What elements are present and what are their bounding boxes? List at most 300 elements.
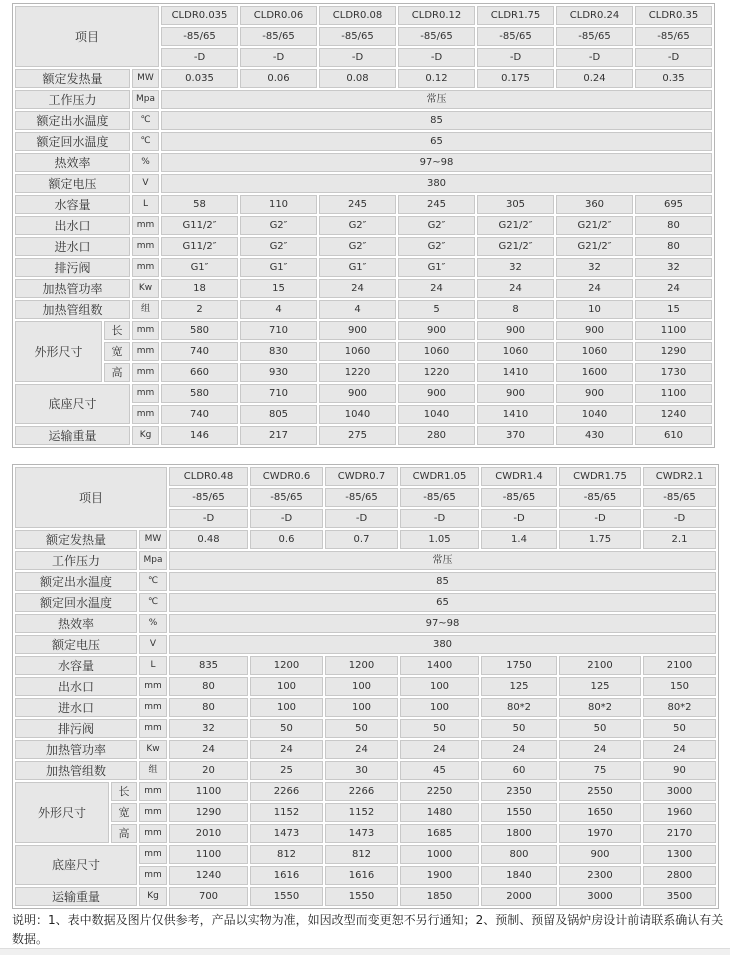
row-unit: mm	[139, 824, 167, 843]
row-value: 900	[556, 384, 633, 403]
row-value: 60	[481, 761, 557, 780]
row-value: 2000	[481, 887, 557, 906]
row-label: 额定电压	[15, 174, 130, 193]
dimension-label: 高	[111, 824, 137, 843]
row-common-value: 常压	[161, 90, 712, 109]
row-value: 32	[169, 719, 248, 738]
row-value: 1152	[325, 803, 398, 822]
row-value: 1220	[319, 363, 396, 382]
row-value: 1.75	[559, 530, 641, 549]
row-value: 32	[635, 258, 712, 277]
row-value: 80	[169, 677, 248, 696]
row-unit: MW	[139, 530, 167, 549]
model-suffix: -D	[398, 48, 475, 67]
row-label: 水容量	[15, 195, 130, 214]
outer-size-row	[15, 782, 716, 801]
row-unit: ℃	[132, 132, 159, 151]
row-value: 0.12	[398, 69, 475, 88]
row-value: 1410	[477, 363, 554, 382]
model-suffix: -D	[250, 509, 323, 528]
row-value: 245	[319, 195, 396, 214]
model-suffix: -D	[161, 48, 238, 67]
row-value: 2100	[643, 656, 716, 675]
row-value: 32	[556, 258, 633, 277]
row-value: 1400	[400, 656, 479, 675]
spec-row	[15, 216, 712, 235]
row-value: 1060	[477, 342, 554, 361]
row-value: 24	[169, 740, 248, 759]
outer-size-label: 外形尺寸	[15, 782, 109, 843]
row-value: 24	[400, 740, 479, 759]
row-label: 进水口	[15, 237, 130, 256]
model-name: CLDR0.08	[319, 6, 396, 25]
row-value: 24	[635, 279, 712, 298]
spec-row	[15, 530, 716, 549]
temp-range: -85/65	[643, 488, 716, 507]
temp-range: -85/65	[325, 488, 398, 507]
row-value: 110	[240, 195, 317, 214]
row-value: G21/2″	[556, 216, 633, 235]
row-common-value: 65	[161, 132, 712, 151]
row-unit: mm	[139, 782, 167, 801]
model-suffix: -D	[559, 509, 641, 528]
dimension-label: 宽	[111, 803, 137, 822]
row-value: 45	[400, 761, 479, 780]
row-label: 额定出水温度	[15, 111, 130, 130]
row-unit: Kg	[132, 426, 159, 445]
row-value: 1040	[319, 405, 396, 424]
row-label: 出水口	[15, 677, 137, 696]
temp-range: -85/65	[319, 27, 396, 46]
outer-size-label: 外形尺寸	[15, 321, 102, 382]
row-value: G11/2″	[161, 237, 238, 256]
row-unit: mm	[139, 719, 167, 738]
model-name: CLDR0.12	[398, 6, 475, 25]
row-value: 800	[481, 845, 557, 864]
model-suffix: -D	[635, 48, 712, 67]
row-value: 900	[477, 321, 554, 340]
row-unit: Mpa	[132, 90, 159, 109]
weight-row	[15, 887, 716, 906]
spec-row	[15, 614, 716, 633]
row-unit: mm	[139, 698, 167, 717]
row-value: 80	[635, 216, 712, 235]
row-value: 125	[559, 677, 641, 696]
row-value: 1473	[325, 824, 398, 843]
row-value: 1220	[398, 363, 475, 382]
row-value: 740	[161, 405, 238, 424]
row-value: 1616	[250, 866, 323, 885]
row-value: 1060	[556, 342, 633, 361]
row-value: 100	[325, 698, 398, 717]
row-value: 24	[398, 279, 475, 298]
row-value: 0.08	[319, 69, 396, 88]
model-suffix: -D	[556, 48, 633, 67]
row-value: 280	[398, 426, 475, 445]
row-value: 15	[240, 279, 317, 298]
row-value: 740	[161, 342, 238, 361]
row-value: 1152	[250, 803, 323, 822]
row-value: 24	[325, 740, 398, 759]
model-name: CWDR0.6	[250, 467, 323, 486]
row-unit: %	[139, 614, 167, 633]
row-value: 8	[477, 300, 554, 319]
row-value: 146	[161, 426, 238, 445]
row-value: 80	[169, 698, 248, 717]
row-label: 排污阀	[15, 258, 130, 277]
row-common-value: 85	[169, 572, 716, 591]
row-value: 80*2	[643, 698, 716, 717]
row-common-value: 97~98	[169, 614, 716, 633]
row-common-value: 380	[161, 174, 712, 193]
row-value: 245	[398, 195, 475, 214]
model-suffix: -D	[169, 509, 248, 528]
model-suffix: -D	[240, 48, 317, 67]
row-value: 100	[400, 677, 479, 696]
row-value: 90	[643, 761, 716, 780]
row-value: 24	[477, 279, 554, 298]
row-value: G11/2″	[161, 216, 238, 235]
row-value: 1300	[643, 845, 716, 864]
row-value: 4	[319, 300, 396, 319]
temp-range: -85/65	[250, 488, 323, 507]
row-label: 出水口	[15, 216, 130, 235]
row-label: 工作压力	[15, 90, 130, 109]
row-value: 2550	[559, 782, 641, 801]
row-common-value: 65	[169, 593, 716, 612]
row-value: 2	[161, 300, 238, 319]
header-row-models	[15, 6, 712, 25]
row-value: 100	[325, 677, 398, 696]
header-label: 项目	[15, 6, 159, 67]
row-value: 217	[240, 426, 317, 445]
spec-row	[15, 111, 712, 130]
spec-row	[15, 90, 712, 109]
row-unit: mm	[132, 384, 159, 403]
row-unit: mm	[132, 405, 159, 424]
spec-row	[15, 69, 712, 88]
row-value: 125	[481, 677, 557, 696]
row-unit: ℃	[132, 111, 159, 130]
spec-table-1	[12, 3, 715, 448]
row-value: 1550	[250, 887, 323, 906]
spec-row	[15, 698, 716, 717]
row-value: 24	[556, 279, 633, 298]
temp-range: -85/65	[556, 27, 633, 46]
row-value: 50	[559, 719, 641, 738]
temp-range: -85/65	[169, 488, 248, 507]
temp-range: -85/65	[161, 27, 238, 46]
row-value: 100	[400, 698, 479, 717]
row-value: 835	[169, 656, 248, 675]
row-value: 10	[556, 300, 633, 319]
row-label: 工作压力	[15, 551, 137, 570]
row-value: 0.6	[250, 530, 323, 549]
row-unit: L	[132, 195, 159, 214]
row-value: 900	[319, 384, 396, 403]
row-value: 710	[240, 321, 317, 340]
weight-label: 运输重量	[15, 887, 137, 906]
row-label: 额定发热量	[15, 69, 130, 88]
row-value: 1600	[556, 363, 633, 382]
row-value: 2170	[643, 824, 716, 843]
row-value: 1290	[635, 342, 712, 361]
row-value: 1040	[398, 405, 475, 424]
row-unit: V	[132, 174, 159, 193]
row-unit: mm	[132, 363, 159, 382]
row-label: 加热管功率	[15, 740, 137, 759]
row-label: 额定发热量	[15, 530, 137, 549]
row-value: 1040	[556, 405, 633, 424]
row-value: 2350	[481, 782, 557, 801]
header-row-models	[15, 467, 716, 486]
row-value: 2266	[250, 782, 323, 801]
row-value: 900	[556, 321, 633, 340]
spec-row	[15, 635, 716, 654]
outer-size-row	[15, 363, 712, 382]
row-common-value: 常压	[169, 551, 716, 570]
row-value: 1290	[169, 803, 248, 822]
base-size-label: 底座尺寸	[15, 845, 137, 885]
footnote: 说明：1、表中数据及图片仅供参考，产品以实物为准，如因改型而变更恕不另行通知；2、预制、预留及锅炉房设计前请联系确认有关数据。	[12, 913, 724, 946]
row-value: 1550	[325, 887, 398, 906]
weight-row	[15, 426, 712, 445]
model-name: CLDR0.035	[161, 6, 238, 25]
temp-range: -85/65	[240, 27, 317, 46]
row-unit: V	[139, 635, 167, 654]
row-value: G2″	[240, 216, 317, 235]
row-unit: mm	[132, 216, 159, 235]
row-value: G2″	[319, 216, 396, 235]
row-unit: ℃	[139, 593, 167, 612]
dimension-label: 长	[111, 782, 137, 801]
row-value: 2266	[325, 782, 398, 801]
temp-range: -85/65	[481, 488, 557, 507]
row-value: 1060	[319, 342, 396, 361]
temp-range: -85/65	[398, 27, 475, 46]
row-value: 1240	[169, 866, 248, 885]
temp-range: -85/65	[477, 27, 554, 46]
row-value: 900	[398, 321, 475, 340]
row-label: 额定电压	[15, 635, 137, 654]
model-name: CWDR1.75	[559, 467, 641, 486]
row-value: 0.035	[161, 69, 238, 88]
row-value: 430	[556, 426, 633, 445]
row-value: 2100	[559, 656, 641, 675]
model-suffix: -D	[400, 509, 479, 528]
row-value: 305	[477, 195, 554, 214]
row-unit: mm	[132, 321, 159, 340]
row-value: 1410	[477, 405, 554, 424]
row-value: 5	[398, 300, 475, 319]
row-value: 660	[161, 363, 238, 382]
model-name: CLDR0.48	[169, 467, 248, 486]
row-unit: Kw	[132, 279, 159, 298]
spec-row	[15, 300, 712, 319]
row-value: 1.05	[400, 530, 479, 549]
row-label: 热效率	[15, 614, 137, 633]
row-unit: Kw	[139, 740, 167, 759]
model-suffix: -D	[481, 509, 557, 528]
row-value: 1800	[481, 824, 557, 843]
row-unit: 组	[139, 761, 167, 780]
row-unit: %	[132, 153, 159, 172]
row-unit: ℃	[139, 572, 167, 591]
row-value: 710	[240, 384, 317, 403]
row-value: 3000	[559, 887, 641, 906]
row-value: 24	[319, 279, 396, 298]
row-value: 50	[400, 719, 479, 738]
weight-label: 运输重量	[15, 426, 130, 445]
spec-row	[15, 593, 716, 612]
row-value: 695	[635, 195, 712, 214]
row-unit: L	[139, 656, 167, 675]
model-name: CLDR0.35	[635, 6, 712, 25]
row-value: 24	[559, 740, 641, 759]
row-value: 100	[250, 677, 323, 696]
row-value: 0.06	[240, 69, 317, 88]
row-value: 4	[240, 300, 317, 319]
row-value: G1″	[319, 258, 396, 277]
row-value: 0.48	[169, 530, 248, 549]
row-unit: mm	[132, 258, 159, 277]
row-label: 额定回水温度	[15, 593, 137, 612]
temp-range: -85/65	[559, 488, 641, 507]
model-name: CLDR1.75	[477, 6, 554, 25]
row-value: 1100	[169, 782, 248, 801]
row-value: 275	[319, 426, 396, 445]
row-value: 75	[559, 761, 641, 780]
row-unit: mm	[132, 342, 159, 361]
row-value: 830	[240, 342, 317, 361]
spec-row	[15, 719, 716, 738]
outer-size-row	[15, 342, 712, 361]
row-value: 805	[240, 405, 317, 424]
row-value: 900	[477, 384, 554, 403]
row-value: 900	[398, 384, 475, 403]
header-label: 项目	[15, 467, 167, 528]
model-name: CWDR1.4	[481, 467, 557, 486]
row-value: G21/2″	[477, 216, 554, 235]
row-label: 水容量	[15, 656, 137, 675]
temp-range: -85/65	[400, 488, 479, 507]
row-value: 2250	[400, 782, 479, 801]
row-value: 1060	[398, 342, 475, 361]
spec-row	[15, 677, 716, 696]
row-value: 0.35	[635, 69, 712, 88]
row-label: 加热管功率	[15, 279, 130, 298]
model-name: CWDR0.7	[325, 467, 398, 486]
dimension-label: 高	[104, 363, 130, 382]
model-suffix: -D	[477, 48, 554, 67]
spec-row	[15, 572, 716, 591]
row-value: 1473	[250, 824, 323, 843]
row-value: 20	[169, 761, 248, 780]
row-value: 1480	[400, 803, 479, 822]
row-label: 加热管组数	[15, 761, 137, 780]
row-value: 0.7	[325, 530, 398, 549]
spec-row	[15, 174, 712, 193]
row-value: 812	[250, 845, 323, 864]
row-value: G2″	[398, 237, 475, 256]
row-label: 额定回水温度	[15, 132, 130, 151]
dimension-label: 长	[104, 321, 130, 340]
row-unit: mm	[139, 845, 167, 864]
spec-row	[15, 258, 712, 277]
row-value: 80*2	[559, 698, 641, 717]
row-value: 900	[319, 321, 396, 340]
row-value: G1″	[240, 258, 317, 277]
row-unit: 组	[132, 300, 159, 319]
row-value: 1550	[481, 803, 557, 822]
row-value: 1.4	[481, 530, 557, 549]
row-value: 1100	[635, 321, 712, 340]
row-label: 排污阀	[15, 719, 137, 738]
model-suffix: -D	[643, 509, 716, 528]
row-unit: mm	[139, 677, 167, 696]
row-value: 370	[477, 426, 554, 445]
spec-row	[15, 761, 716, 780]
row-value: 610	[635, 426, 712, 445]
row-value: 580	[161, 321, 238, 340]
row-value: 24	[250, 740, 323, 759]
base-size-row	[15, 384, 712, 403]
row-value: 1100	[169, 845, 248, 864]
row-value: 2800	[643, 866, 716, 885]
row-value: 25	[250, 761, 323, 780]
model-suffix: -D	[325, 509, 398, 528]
row-value: 100	[250, 698, 323, 717]
row-unit: MW	[132, 69, 159, 88]
row-value: 18	[161, 279, 238, 298]
row-value: 50	[481, 719, 557, 738]
row-value: 1840	[481, 866, 557, 885]
spec-row	[15, 551, 716, 570]
row-value: G21/2″	[477, 237, 554, 256]
row-unit: Kg	[139, 887, 167, 906]
row-value: 80	[635, 237, 712, 256]
dimension-label: 宽	[104, 342, 130, 361]
row-value: 1200	[325, 656, 398, 675]
row-value: 900	[559, 845, 641, 864]
temp-range: -85/65	[635, 27, 712, 46]
row-value: 3500	[643, 887, 716, 906]
row-value: 2.1	[643, 530, 716, 549]
row-value: 150	[643, 677, 716, 696]
row-value: 24	[643, 740, 716, 759]
row-value: 58	[161, 195, 238, 214]
row-value: 2010	[169, 824, 248, 843]
row-label: 进水口	[15, 698, 137, 717]
spec-row	[15, 237, 712, 256]
row-value: 1900	[400, 866, 479, 885]
row-value: 1960	[643, 803, 716, 822]
row-value: 24	[481, 740, 557, 759]
row-value: 812	[325, 845, 398, 864]
base-size-row	[15, 845, 716, 864]
row-value: 50	[250, 719, 323, 738]
spec-row	[15, 656, 716, 675]
row-value: 360	[556, 195, 633, 214]
spec-table-2	[12, 464, 719, 909]
row-value: 1750	[481, 656, 557, 675]
row-value: 50	[643, 719, 716, 738]
spec-row	[15, 279, 712, 298]
row-value: 1730	[635, 363, 712, 382]
row-common-value: 380	[169, 635, 716, 654]
row-value: G2″	[240, 237, 317, 256]
row-value: 1650	[559, 803, 641, 822]
